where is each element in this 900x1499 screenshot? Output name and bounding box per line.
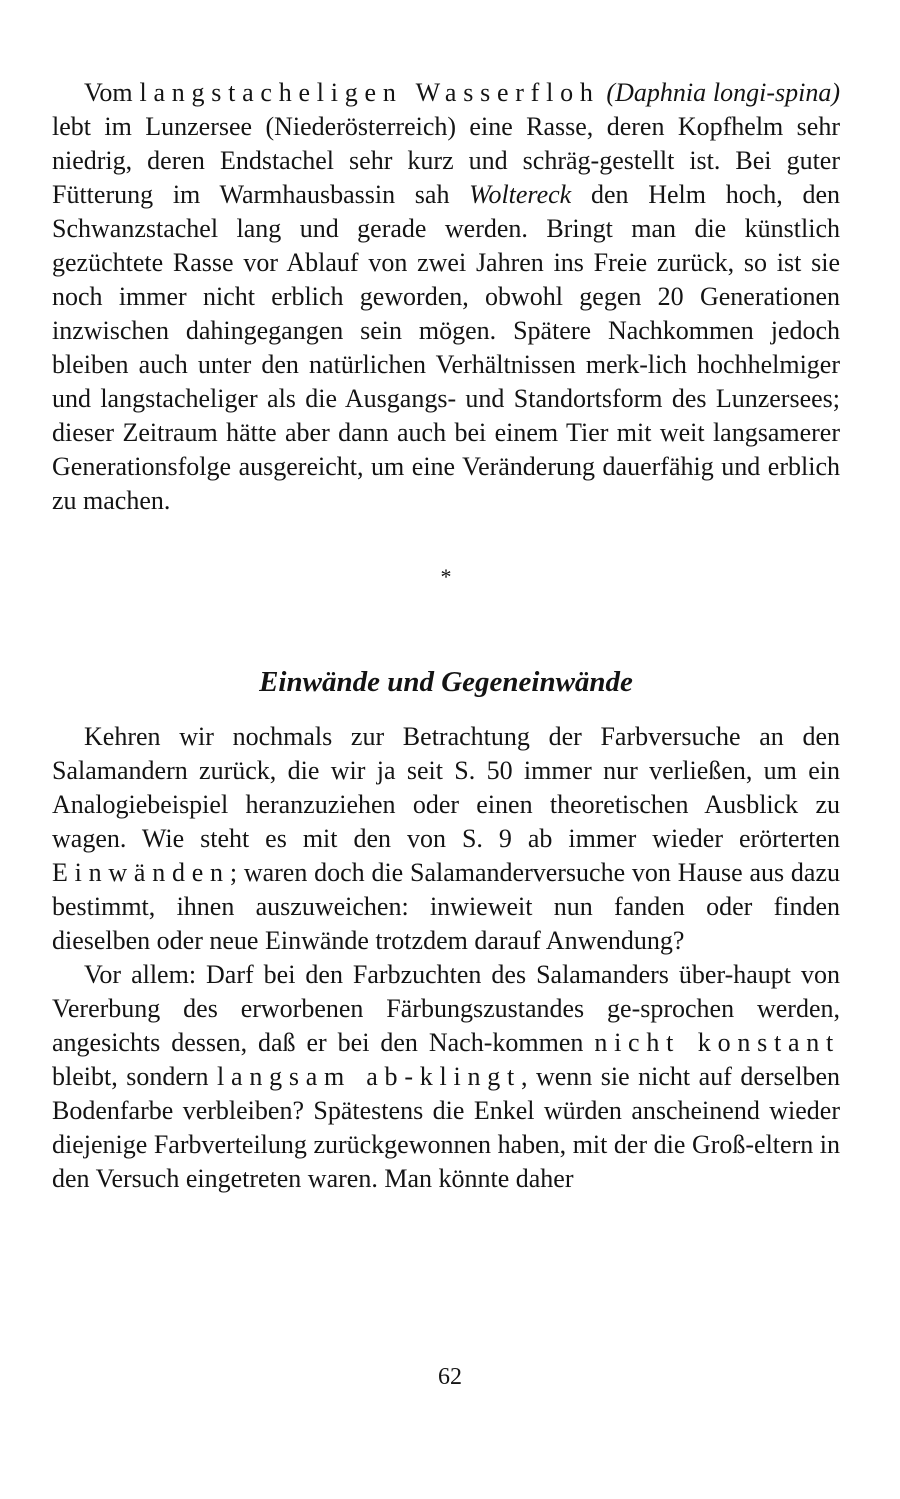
text-run: Vom <box>84 78 140 107</box>
text-run: ; waren doch die Salamanderversuche von Hause aus dazu bestimmt, ihnen auszuweichen: inwieweit nun fanden oder finden dieselben oder neue Einwände trotzdem darauf Anwendung? <box>52 858 840 955</box>
paragraph-salamander-1 <box>52 720 840 958</box>
text-run: lebt im Lunzersee (Niederösterreich) eine Rasse, deren Kopfhelm sehr niedrig, deren Endstachel sehr kurz und schräg-gestellt ist. Bei guter Fütterung im Warmhausbassin sah <box>52 112 840 209</box>
text-run: den Helm hoch, den Schwanzstachel lang und gerade werden. Bringt man die künstlich gezüchtete Rasse vor Ablauf von zwei Jahren ins Freie zurück, so ist sie noch immer nicht erblich geworden, obwohl gegen 20 Generationen inzwischen dahingegangen sein mögen. Spätere Nachkommen jedoch bleiben auch unter den natürlichen Verhältnissen merk-lich hochhelmiger und langstacheliger als die Ausgangs- und Standortsform des Lunzersees; dieser Zeitraum hätte aber dann auch bei einem Tier mit weit langsamerer Generationsfolge ausgereicht, um eine Veränderung dauerfähig und erblich zu machen. <box>52 180 840 515</box>
spaced-emphasis: Einwänden <box>52 858 230 887</box>
spaced-emphasis: langsam ab-klingt <box>217 1062 521 1091</box>
paragraph-daphnia <box>52 76 840 518</box>
page-body <box>52 76 840 1196</box>
text-run: , wenn sie nicht auf derselben Bodenfarbe verbleiben? Spätestens die Enkel würden anscheinend wieder diejenige Farbverteilung zurückgewonnen haben, mit der die Groß-eltern in den Versuch eingetreten waren. Man könnte daher <box>52 1062 840 1193</box>
text-run: Vor allem: Darf bei den Farbzuchten des Salamanders über-haupt von Vererbung des erworbenen Färbungszustandes ge-sprochen werden, angesichts dessen, daß er bei den Nach-kommen <box>52 960 840 1057</box>
author-name: Woltereck <box>469 180 572 209</box>
spaced-emphasis: langstacheligen Wasserfloh <box>139 78 600 107</box>
species-name: (Daphnia longi-spina) <box>606 78 840 107</box>
text-run: Kehren wir nochmals zur Betrachtung der Farbversuche an den Salamandern zurück, die wir ja seit S. 50 immer nur verließen, um ein Analogiebeispiel heranzuziehen oder einen theoretischen Ausblick zu wagen. Wie steht es mit den von S. 9 ab immer wieder erörterten <box>52 722 840 853</box>
text-run: bleibt, sondern <box>52 1062 218 1091</box>
paragraph-salamander-2 <box>52 958 840 1196</box>
spaced-emphasis: nicht konstant <box>594 1028 840 1057</box>
section-heading: Einwände und Gegeneinwände <box>259 666 633 698</box>
page-number: 62 <box>438 1364 462 1390</box>
section-divider-asterisk: * <box>440 564 452 589</box>
